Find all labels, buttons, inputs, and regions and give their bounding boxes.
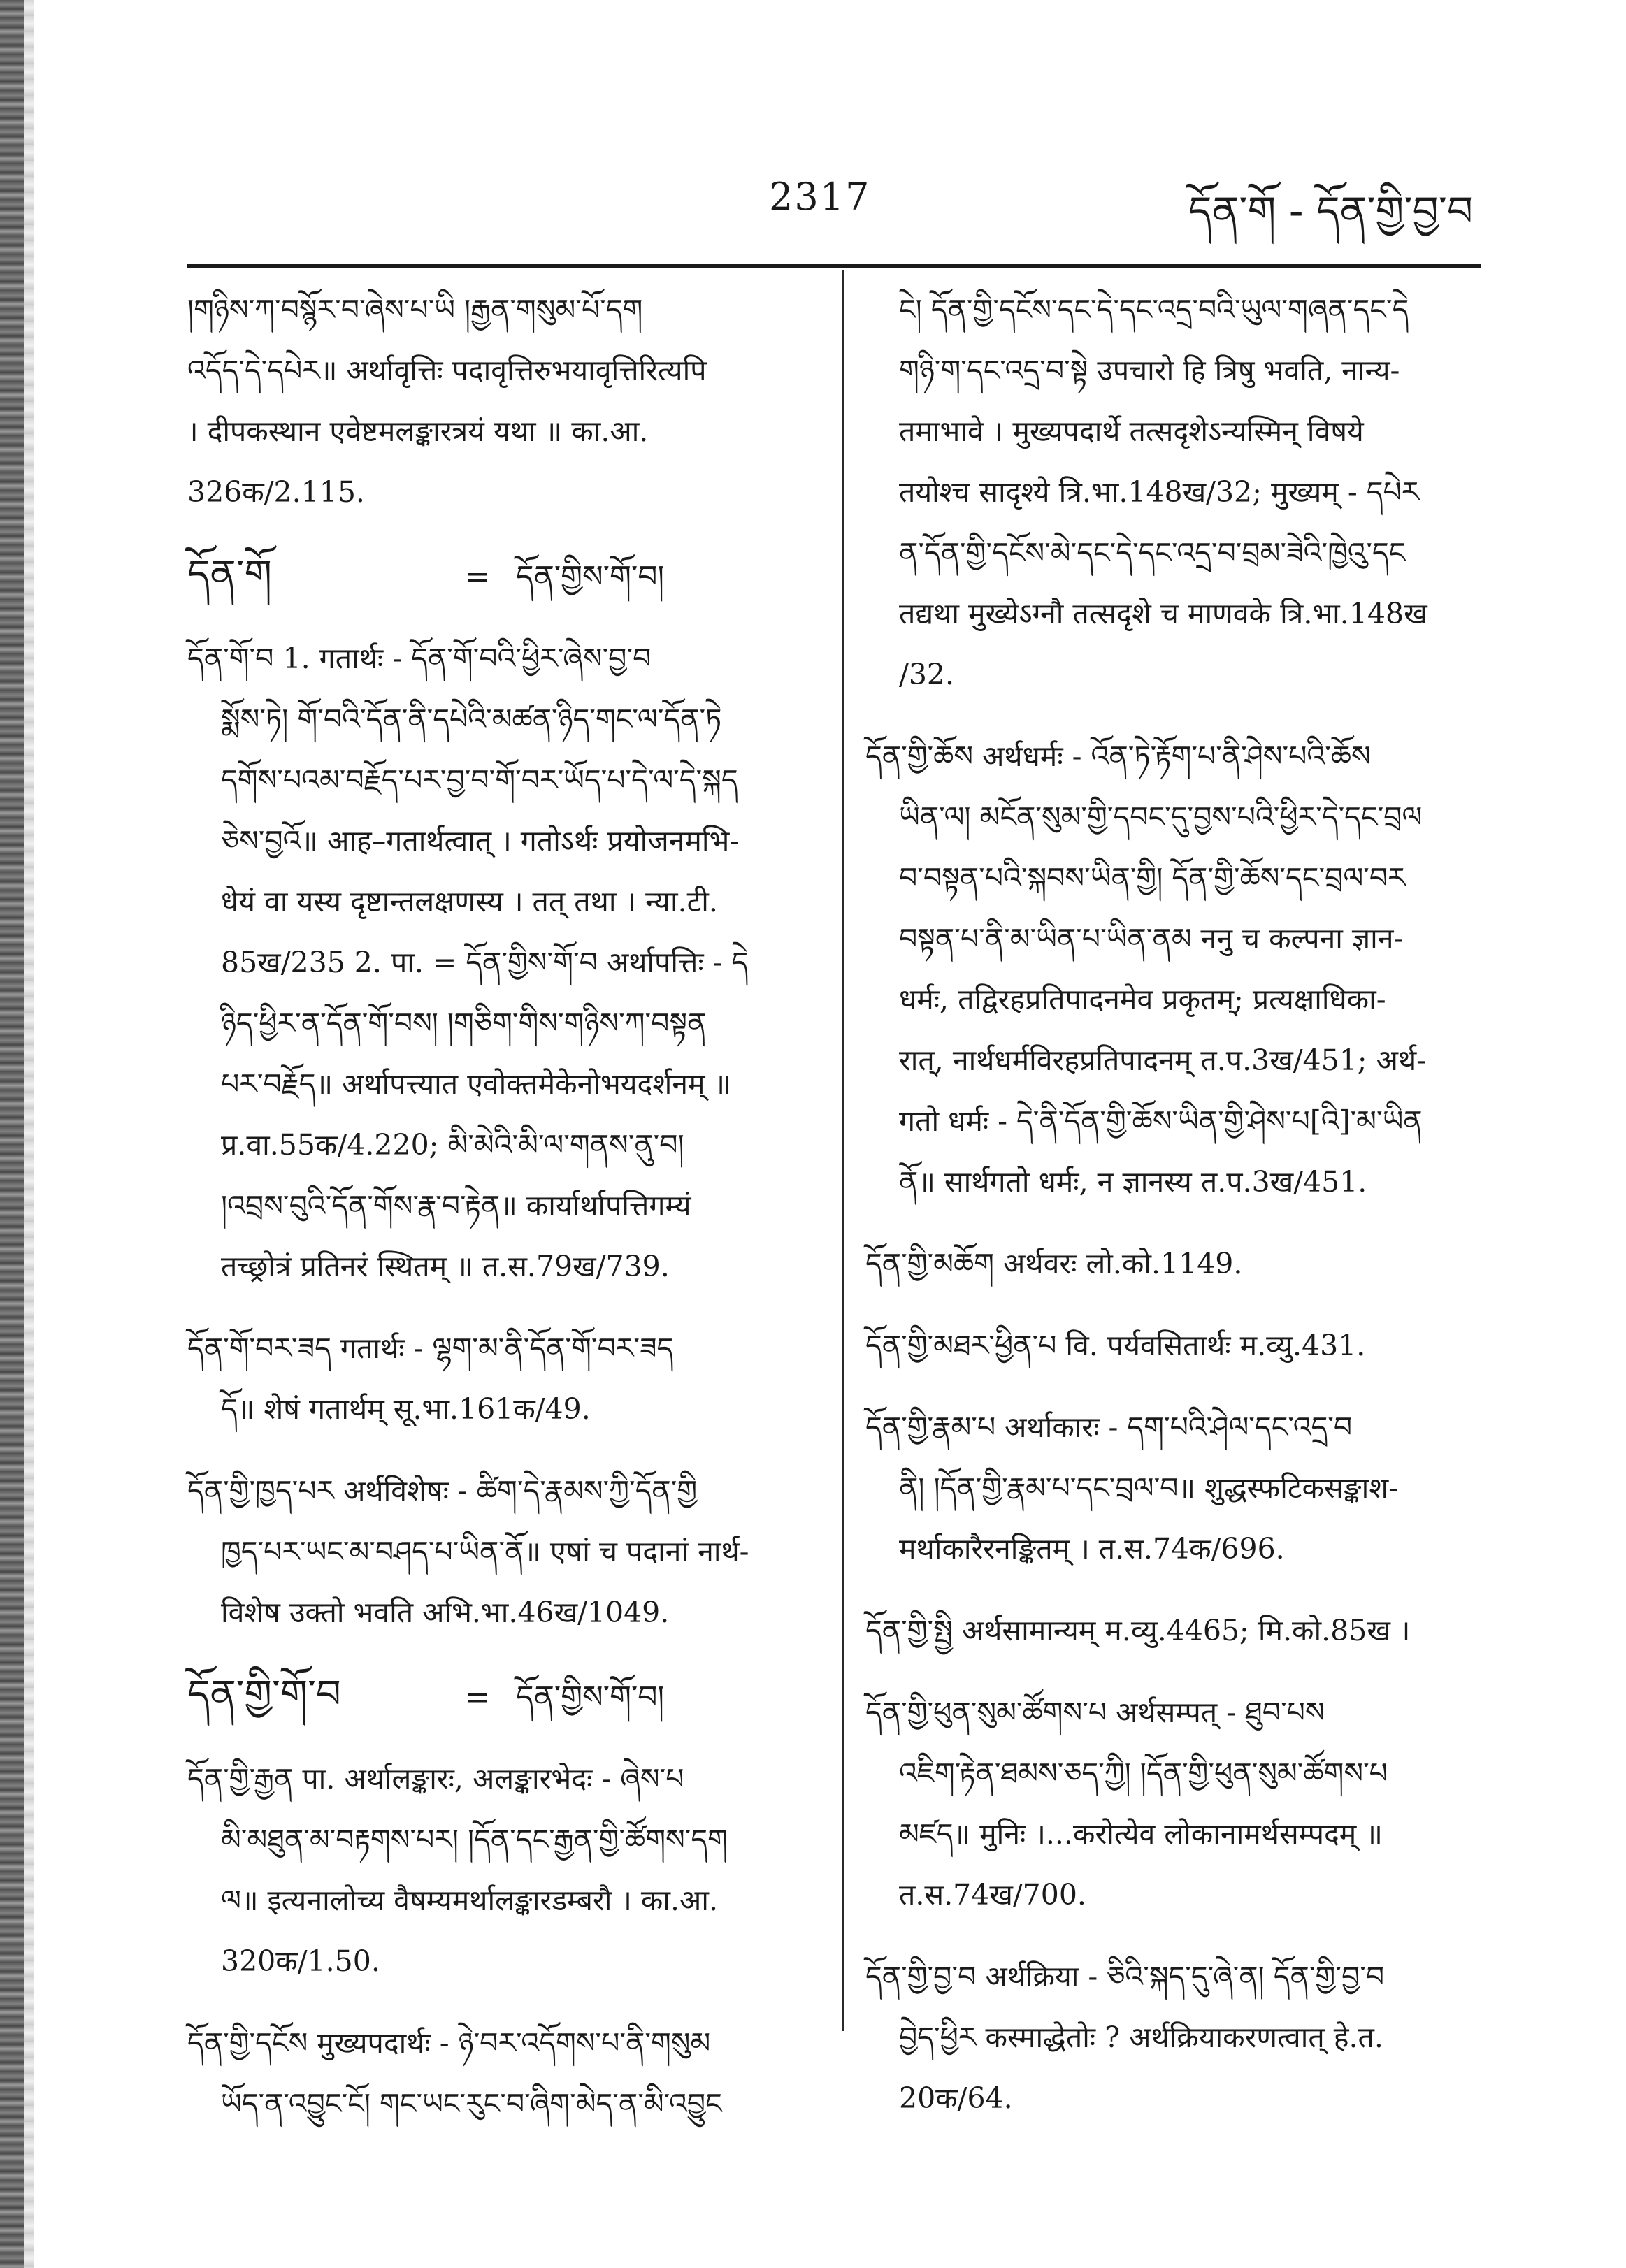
dictionary-entry — [865, 280, 1481, 705]
entry-line: མི་མཐུན་མ་བརྟགས་པར། །དོན་དང་རྒྱན་གྱི་ཚོགས་དག — [221, 1823, 728, 1856]
dictionary-entry — [865, 1601, 1481, 1661]
cross-reference-entry — [187, 544, 820, 607]
running-head: དོན་གོ - དོན་གྱི་བྱ་བ — [1188, 187, 1474, 235]
entry-line: དོན་གྱི་མཆོག अर्थवरः लो.को.1149. — [865, 1247, 1243, 1280]
entry-line: དོན་གྱི་བྱ་བ अर्थक्रिया - ཅིའི་སྐད་དུ་ཞེ་ན། དོན་གྱི་བྱ་བ — [865, 1960, 1385, 1993]
entry-line: तच्छ्रोत्रं प्रतिनरं स्थितम् ॥ त.स.79ख/739. — [221, 1250, 670, 1283]
entry-line: धर्मः, तद्विरहप्रतिपादनमेव प्रकृतम्; प्रत्यक्षाधिका- — [899, 983, 1386, 1016]
entry-line: विशेष उक्तो भवति अभि.भा.46ख/1049. — [221, 1596, 670, 1629]
entry-line: मर्थाकारैरनङ्कितम् । त.स.74क/696. — [899, 1532, 1285, 1566]
entry-line: དོན་གྱི་སྤྱི अर्थसामान्यम् म.व्यु.4465; मि.को.85ख । — [865, 1614, 1411, 1647]
entry-line: 326क/2.115. — [187, 475, 365, 509]
entry-line: དགོས་པའམ་བརྗོད་པར་བྱ་བ་གོ་བར་ཡོད་པ་དེ་ལ་དེ་སྐད — [221, 763, 738, 797]
entry-line: དོན་གྱི་ཆོས अर्थधर्मः - འོན་ཏེ་རྟོག་པ་ནི་ཤེས་པའི་ཆོས — [865, 739, 1371, 773]
entry-line: ནོ॥ सार्थगतो धर्मः, न ज्ञानस्य त.प.3ख/451. — [899, 1165, 1367, 1199]
binding-edge — [0, 0, 24, 2268]
entry-line: /32. — [899, 658, 955, 691]
entry-headword: དོན་གོ — [187, 551, 272, 597]
dictionary-entry — [187, 2013, 820, 2135]
entry-line: ན་དོན་གྱི་དངོས་མེ་དང་དེ་དང་འདྲ་བ་བྲམ་ཟེའི་ཁྱེའུ་དང — [899, 536, 1406, 570]
entry-line: ཉིད་ཕྱིར་ན་དོན་གོ་བས། །གཅིག་གིས་གཉིས་ཀ་བསྟན — [221, 1006, 707, 1040]
header-rule — [187, 264, 1481, 268]
entry-line: ཡིན་ལ། མངོན་སུམ་གྱི་དབང་དུ་བྱས་པའི་ཕྱིར་དེ་དང་བྲལ — [899, 800, 1423, 834]
cross-reference-value: དོན་གྱིས་གོ་བ། — [516, 1680, 665, 1715]
binding-shadow — [24, 0, 34, 2268]
entry-line: तयोश्च सादृश्ये त्रि.भा.148ख/32; मुख्यम् - དཔེར — [899, 475, 1420, 509]
entry-line: དོན་གོ་བ 1. गतार्थः - དོན་གོ་བའི་ཕྱིར་ཞེས་བྱ་བ — [187, 642, 652, 675]
column-divider — [842, 270, 844, 2031]
entry-line: 320क/1.50. — [221, 1944, 380, 1978]
dictionary-entry — [865, 1397, 1481, 1580]
entry-line: ལ॥ इत्यनालोच्य वैषम्यमर्थालङ्कारडम्बरौ । का.आ. — [221, 1884, 718, 1917]
entry-line: བ་བསྟན་པའི་སྐབས་ཡིན་གྱི། དོན་གྱི་ཆོས་དང་བྲལ་བར — [899, 861, 1406, 895]
entry-line: །གཉིས་ཀ་བསྙོར་བ་ཞེས་པ་ཡི །རྒྱན་གསུམ་པོ་དག — [187, 293, 643, 326]
entry-line: བསྟན་པ་ནི་མ་ཡིན་པ་ཡིན་ནམ ननु च कल्पना ज्ञान- — [899, 922, 1404, 955]
entry-line: त.स.74ख/700. — [899, 1878, 1086, 1912]
entry-line: प्र.वा.55क/4.220; མི་མེའི་མི་ལ་གནས་ནུ་བ། — [221, 1128, 684, 1162]
left-column — [187, 280, 820, 2155]
entry-headword: དོན་གྱི་གོ་བ — [187, 1672, 341, 1717]
entry-line: བྱེད་ཕྱིར कस्माद्धेतोः ? अर्थक्रियाकरणत्वात् हे.त. — [899, 2021, 1383, 2054]
entry-line: 20क/64. — [899, 2081, 1013, 2115]
dictionary-entry — [865, 1315, 1481, 1376]
dictionary-entry — [865, 1234, 1481, 1294]
entry-line: དོན་གྱི་མཐར་ཕྱིན་པ वि. पर्यवसितार्थः म.व्यु.431. — [865, 1329, 1366, 1362]
entry-line: དོན་གྱི་ཁྱད་པར अर्थविशेषः - ཚིག་དེ་རྣམས་ཀྱི་དོན་གྱི — [187, 1474, 698, 1508]
entry-line: ནི། །དོན་གྱི་རྣམ་པ་དང་བྲལ་བ॥ शुद्धस्फटिकसङ्काश- — [899, 1471, 1399, 1505]
dictionary-entry — [187, 280, 820, 523]
entry-line: གཉི་ག་དང་འདྲ་བ་སྟེ उपचारो हि त्रिषु भवति, नान्य- — [899, 354, 1400, 387]
entry-line: रात्, नार्थधर्मविरहप्रतिपादनम् त.प.3ख/451; अर्थ- — [899, 1043, 1427, 1077]
cross-reference-value: དོན་གྱིས་གོ་བ། — [516, 559, 665, 595]
entry-line: །འབྲས་བུའི་དོན་གོས་རྣ་བ་རྟེན॥ कार्यार्थापत्तिगम्यं — [221, 1189, 691, 1222]
entry-line: ཡོད་ན་འབྱུང་ངོ། གང་ཡང་རུང་བ་ཞིག་མེད་ན་མི་འབྱུང — [221, 2087, 722, 2121]
entry-line: མཛད॥ मुनिः ।...करोत्येव लोकानामर्थसम्पदम् ॥ — [899, 1817, 1383, 1851]
entry-line: ཁྱད་པར་ཡང་མ་བཤད་པ་ཡིན་ནོ॥ एषां च पदानां नार्थ- — [221, 1535, 749, 1568]
dictionary-entry — [187, 1749, 820, 1992]
entry-line: ངེ། དོན་གྱི་དངོས་དང་དེ་དང་འདྲ་བའི་ཡུལ་གཞན་དང་དེ — [899, 293, 1409, 326]
entry-line: धेयं वा यस्य दृष्टान्तलक्षणस्य । तत् तथा । न्या.टी. — [221, 885, 718, 918]
entry-line: དོན་གྱི་རྒྱན पा. अर्थालङ्कारः, अलङ्कारभेदः - ཞེས་པ — [187, 1762, 684, 1796]
equals-sign: = — [464, 559, 491, 595]
entry-line: དོན་གྱི་དངོས मुख्यपदार्थः - ཉེ་བར་འདོགས་པ་ནི་གསུམ — [187, 2026, 711, 2060]
entry-line: འཇིག་རྟེན་ཐམས་ཅད་ཀྱི། །དོན་གྱི་ཕུན་སུམ་ཚོགས་པ — [899, 1756, 1388, 1790]
entry-line: དོན་གོ་བར་ཟད गतार्थः - ལྷག་མ་ནི་དོན་གོ་བར་ཟད — [187, 1331, 674, 1365]
entry-line: དོན་གྱི་རྣམ་པ अर्थाकारः - དག་པའི་ཤེལ་དང་འདྲ་བ — [865, 1410, 1353, 1444]
dictionary-entry — [187, 1461, 820, 1643]
right-column — [865, 280, 1481, 2150]
dictionary-entry — [865, 726, 1481, 1213]
entry-line: तमाभावे । मुख्यपदार्थे तत्सदृशेऽन्यस्मिन् विषये — [899, 414, 1364, 448]
equals-sign: = — [464, 1680, 491, 1715]
dictionary-entry — [187, 628, 820, 1297]
dictionary-entry — [865, 1946, 1481, 2129]
entry-line: དོ॥ शेषं गतार्थम् सू.भा.161क/49. — [221, 1392, 591, 1426]
entry-line: སྨོས་ཏེ། གོ་བའི་དོན་ནི་དཔེའི་མཚན་ཉིད་གང་ལ་དོན་ཏེ — [221, 702, 722, 736]
dictionary-entry — [187, 1318, 820, 1440]
entry-line: ཅེས་བྱའོ॥ आह–गतार्थत्वात् । गतोऽर्थः प्रयोजनमभि- — [221, 824, 740, 858]
cross-reference-entry — [187, 1664, 820, 1728]
entry-line: པར་བརྗོད॥ अर्थापत्त्यात एवोक्तमेकेनोभयदर्शनम् ॥ — [221, 1067, 732, 1101]
entry-line: । दीपकस्थान एवेष्टमलङ्कारत्रयं यथा ॥ का.आ. — [187, 414, 649, 448]
dictionary-entry — [865, 1682, 1481, 1926]
entry-line: 85ख/235 2. पा. = དོན་གྱིས་གོ་བ अर्थापत्तिः - དེ — [221, 946, 749, 979]
page-number: 2317 — [769, 175, 871, 219]
entry-line: गतो धर्मः - དེ་ནི་དོན་གྱི་ཆོས་ཡིན་གྱི་ཤེས་པ[འི]་མ་ཡིན — [899, 1104, 1423, 1138]
entry-line: तद्यथा मुख्येऽग्नौ तत्सदृशे च माणवके त्रि.भा.148ख — [899, 597, 1427, 630]
entry-line: འདོད་དེ་དཔེར॥ अर्थावृत्तिः पदावृत्तिरुभयावृत्तिरित्यपि — [187, 354, 707, 387]
entry-line: དོན་གྱི་ཕུན་སུམ་ཚོགས་པ अर्थसम्पत् - ཐུབ་པས — [865, 1696, 1325, 1729]
